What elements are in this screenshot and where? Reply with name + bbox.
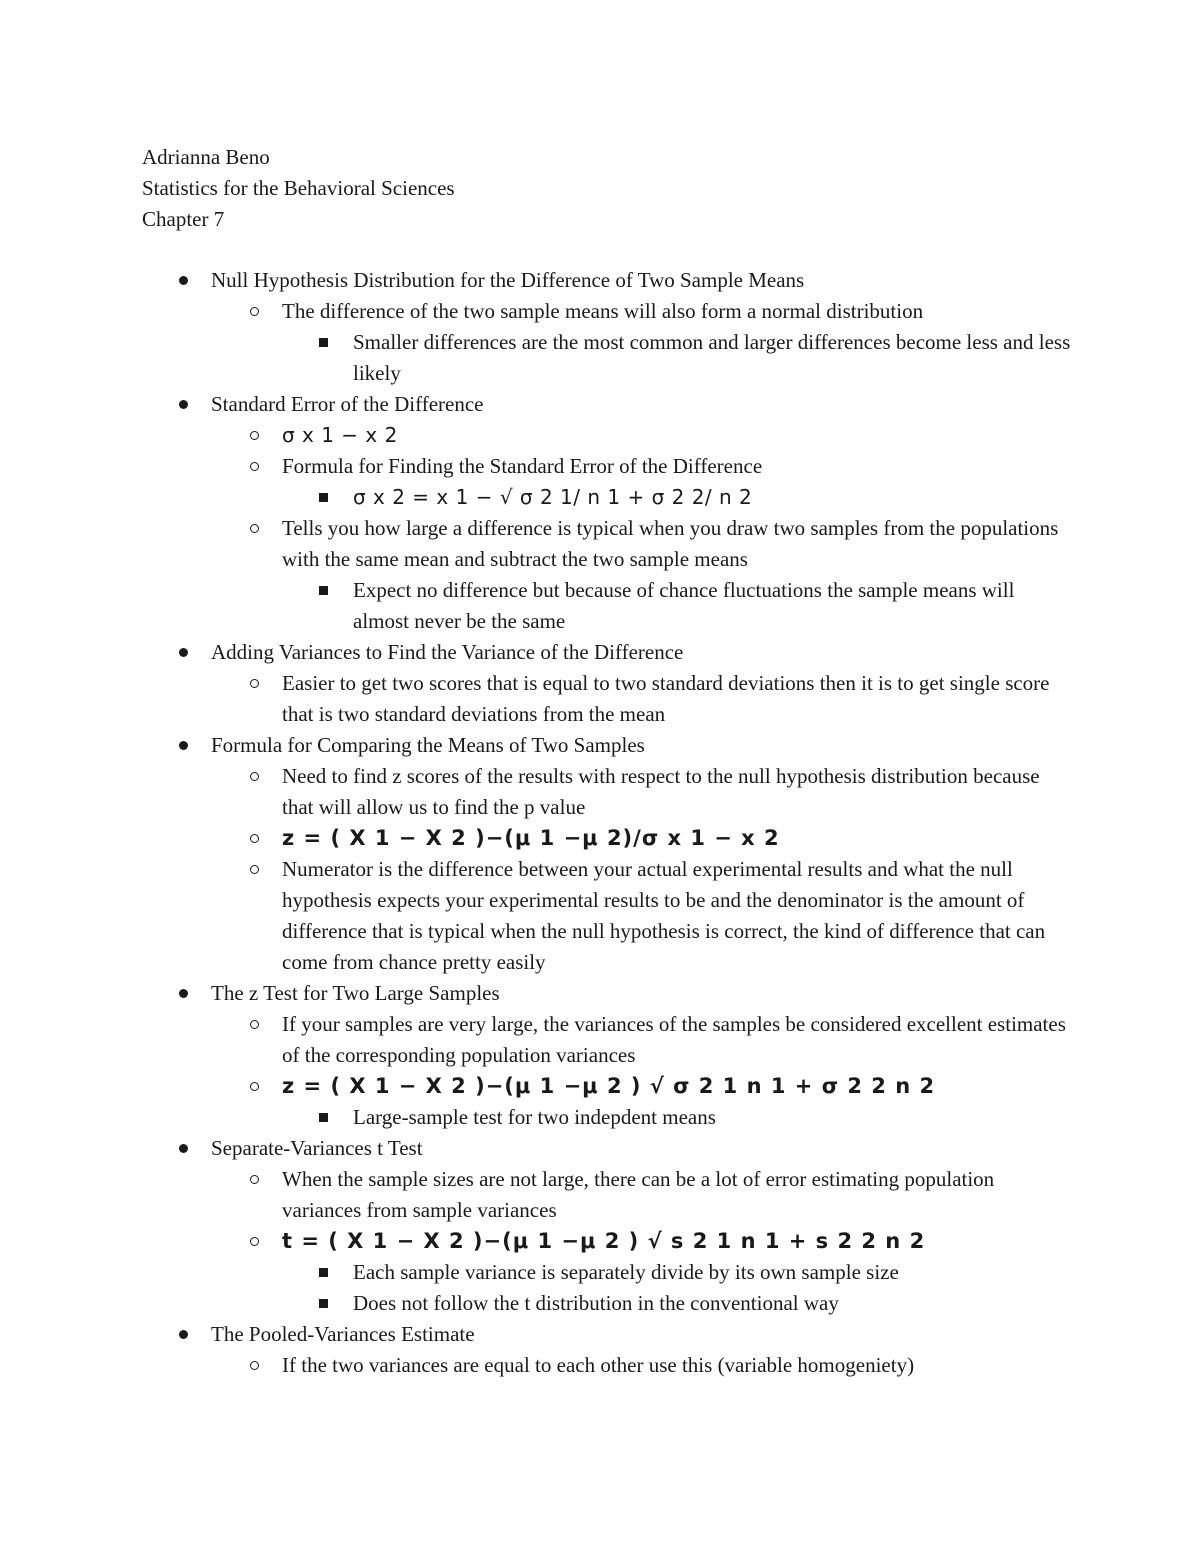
bullet-disc-icon <box>179 730 188 761</box>
outline-item-level-1 <box>142 637 1072 668</box>
formula-text: σ x 1 − x 2 <box>282 423 398 447</box>
formula-text: z = ( X 1 − X 2 )−(μ 1 −μ 2 ) √ σ 2 1 n 1 + σ 2 2 n 2 <box>282 1074 936 1098</box>
outline-item-level-2 <box>142 420 1072 451</box>
formula-text: t = ( X 1 − X 2 )−(μ 1 −μ 2 ) √ s 2 1 n 1 + s 2 2 n 2 <box>282 1229 926 1253</box>
bullet-circle-icon <box>250 854 259 885</box>
outline-item-text: Formula for Finding the Standard Error of the Difference <box>282 454 763 478</box>
outline-item-text: Numerator is the difference between your actual experimental results and what the null hypothesis expects your experimental results to be and the denominator is the amount of difference that is typical when the null hypothesis is correct, the kind of difference that can come from chance pretty easily <box>282 857 1046 974</box>
outline-item-level-2 <box>142 1009 1072 1071</box>
bullet-circle-icon <box>250 451 259 482</box>
outline-item-text: Separate-Variances t Test <box>211 1136 423 1160</box>
bullet-circle-icon <box>250 1164 259 1195</box>
outline-item-level-1 <box>142 978 1072 1009</box>
bullet-circle-icon <box>250 1350 259 1381</box>
bullet-circle-icon <box>250 668 259 699</box>
outline-item-level-2 <box>142 513 1072 575</box>
bullet-circle-icon <box>250 420 259 451</box>
outline-item-level-2 <box>142 761 1072 823</box>
bullet-circle-icon <box>250 513 259 544</box>
bullet-square-icon <box>319 1257 328 1288</box>
document-header <box>142 142 455 235</box>
bullet-square-icon <box>319 575 328 606</box>
outline-item-text: Tells you how large a difference is typical when you draw two samples from the populations with the same mean and subtract the two sample means <box>282 516 1059 571</box>
outline-item-level-2 <box>142 451 1072 482</box>
bullet-disc-icon <box>179 1319 188 1350</box>
outline-item-text: The difference of the two sample means will also form a normal distribution <box>282 299 924 323</box>
outline-item-text: The Pooled-Variances Estimate <box>211 1322 475 1346</box>
formula-text: z = ( X 1 − X 2 )−(μ 1 −μ 2)/σ x 1 − x 2 <box>282 826 780 850</box>
outline-item-text: Expect no difference but because of chance fluctuations the sample means will almost never be the same <box>353 578 1015 633</box>
outline-item-text: If your samples are very large, the variances of the samples be considered excellent estimates of the corresponding population variances <box>282 1012 1066 1067</box>
outline-item-text: Does not follow the t distribution in the conventional way <box>353 1291 839 1315</box>
bullet-disc-icon <box>179 265 188 296</box>
outline-item-level-2 <box>142 1164 1072 1226</box>
outline-item-level-3 <box>142 1102 1072 1133</box>
outline-item-level-1 <box>142 730 1072 761</box>
outline-item-level-3 <box>142 327 1072 389</box>
formula-text: σ x 2 = x 1 − √ σ 2 1/ n 1 + σ 2 2/ n 2 <box>353 485 753 509</box>
outline-item-level-2 <box>142 296 1072 327</box>
outline-item-level-2 <box>142 1226 1072 1257</box>
outline-item-text: Standard Error of the Difference <box>211 392 484 416</box>
outline-item-level-2 <box>142 668 1072 730</box>
outline-item-text: Formula for Comparing the Means of Two Samples <box>211 733 645 757</box>
outline-item-text: Smaller differences are the most common and larger differences become less and less likely <box>353 330 1071 385</box>
notes-outline <box>142 265 1072 1381</box>
outline-item-level-1 <box>142 1133 1072 1164</box>
outline-item-text: The z Test for Two Large Samples <box>211 981 500 1005</box>
outline-item-text: Null Hypothesis Distribution for the Difference of Two Sample Means <box>211 268 805 292</box>
bullet-circle-icon <box>250 296 259 327</box>
bullet-circle-icon <box>250 761 259 792</box>
bullet-circle-icon <box>250 823 259 854</box>
outline-item-level-3 <box>142 1257 1072 1288</box>
bullet-square-icon <box>319 482 328 513</box>
outline-item-text: Need to find z scores of the results with respect to the null hypothesis distribution because that will allow us to find the p value <box>282 764 1040 819</box>
outline-item-text: Easier to get two scores that is equal to two standard deviations then it is to get single score that is two standard deviations from the mean <box>282 671 1050 726</box>
outline-item-level-3 <box>142 1288 1072 1319</box>
bullet-square-icon <box>319 1288 328 1319</box>
outline-item-text: Adding Variances to Find the Variance of the Difference <box>211 640 684 664</box>
bullet-circle-icon <box>250 1226 259 1257</box>
bullet-square-icon <box>319 1102 328 1133</box>
outline-item-level-2 <box>142 854 1072 978</box>
outline-item-text: Each sample variance is separately divide by its own sample size <box>353 1260 899 1284</box>
outline-item-level-1 <box>142 265 1072 296</box>
outline-item-text: Large-sample test for two indepdent means <box>353 1105 716 1129</box>
outline-item-level-1 <box>142 1319 1072 1350</box>
bullet-disc-icon <box>179 637 188 668</box>
course-title: Statistics for the Behavioral Sciences <box>142 176 455 200</box>
author-name: Adrianna Beno <box>142 145 270 169</box>
outline-item-level-2 <box>142 1350 1072 1381</box>
outline-item-level-2 <box>142 1071 1072 1102</box>
bullet-disc-icon <box>179 978 188 1009</box>
bullet-disc-icon <box>179 1133 188 1164</box>
bullet-circle-icon <box>250 1071 259 1102</box>
outline-item-level-3 <box>142 482 1072 513</box>
bullet-disc-icon <box>179 389 188 420</box>
bullet-circle-icon <box>250 1009 259 1040</box>
chapter-title: Chapter 7 <box>142 207 225 231</box>
outline-item-level-1 <box>142 389 1072 420</box>
outline-item-text: If the two variances are equal to each other use this (variable homogeniety) <box>282 1353 915 1377</box>
outline-item-text: When the sample sizes are not large, there can be a lot of error estimating population variances from sample variances <box>282 1167 995 1222</box>
bullet-square-icon <box>319 327 328 358</box>
outline-item-level-3 <box>142 575 1072 637</box>
outline-item-level-2 <box>142 823 1072 854</box>
